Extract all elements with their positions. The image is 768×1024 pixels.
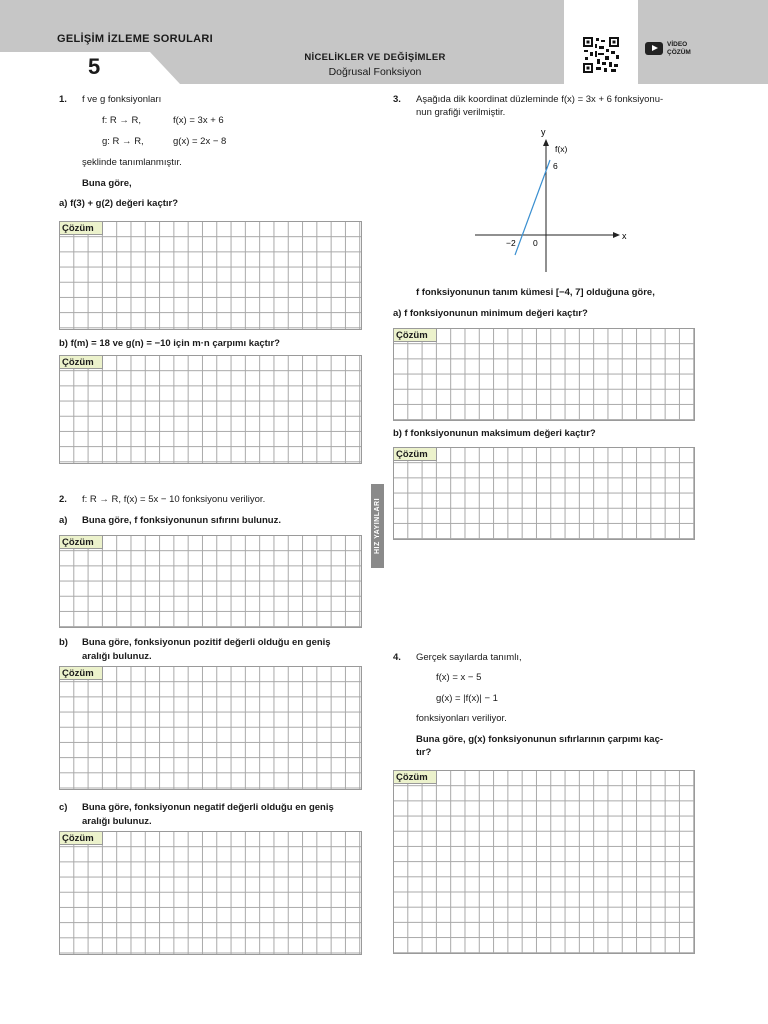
q2c-question-line2: aralığı bulunuz. (82, 816, 152, 827)
q4-given-text: fonksiyonları veriliyor. (416, 713, 507, 724)
solution-label: Çözüm (59, 535, 103, 549)
q4-question-line2: tır? (416, 747, 432, 758)
curve-label: f(x) (555, 144, 568, 154)
q3-text-line1: Aşağıda dik koordinat düzleminde f(x) = 3x + 6 fonksiyonu- (416, 94, 664, 105)
q2-number: 2. (59, 494, 67, 505)
q2b-label: b) (59, 637, 68, 648)
x-axis-arrow-icon (613, 232, 620, 238)
solution-label: Çözüm (59, 666, 103, 680)
q1-number: 1. (59, 94, 67, 105)
q2c-solution-grid[interactable] (59, 831, 362, 955)
solution-label: Çözüm (393, 328, 437, 342)
y-axis-label: y (541, 127, 546, 137)
solution-label: Çözüm (59, 355, 103, 369)
solution-label: Çözüm (59, 831, 103, 845)
q2b-solution-grid[interactable] (59, 666, 362, 790)
series-title: GELİŞİM İZLEME SORULARI (57, 33, 214, 45)
q3b-question: b) f fonksiyonunun maksimum değeri kaçtır? (393, 428, 596, 439)
q2c-label: c) (59, 802, 68, 813)
q2a-solution-grid[interactable] (59, 535, 362, 628)
q1-f-rule: f(x) = 3x + 6 (173, 115, 224, 126)
q1-f-domain: f: R → R, (102, 115, 142, 126)
q3a-solution-grid[interactable] (393, 328, 695, 421)
q1-defined-text: şeklinde tanımlanmıştır. (82, 157, 182, 168)
q4-solution-grid[interactable] (393, 770, 695, 954)
q3b-solution-grid[interactable] (393, 447, 695, 540)
q2c-question-line1: Buna göre, fonksiyonun negatif değerli olduğu en geniş (82, 802, 334, 813)
x-axis-label: x (622, 231, 627, 241)
qr-code-icon[interactable] (583, 37, 619, 73)
worksheet-number: 5 (88, 54, 101, 79)
q2a-label: a) (59, 515, 68, 526)
video-solution-label[interactable]: VİDEO ÇÖZÜM (667, 41, 691, 56)
q1-accordingly: Buna göre, (82, 178, 132, 189)
x-intercept-label: −2 (506, 238, 516, 248)
q1b-solution-grid[interactable] (59, 355, 362, 464)
q2a-question: Buna göre, f fonksiyonunun sıfırını bulunuz. (82, 515, 281, 526)
q2b-question-line2: aralığı bulunuz. (82, 651, 152, 662)
q4-number: 4. (393, 652, 401, 663)
q1a-question: a) f(3) + g(2) değeri kaçtır? (59, 198, 179, 209)
solution-label: Çözüm (393, 447, 437, 461)
q3-domain-text: f fonksiyonunun tanım kümesi [−4, 7] olduğuna göre, (416, 287, 655, 298)
q1-g-rule: g(x) = 2x − 8 (173, 136, 227, 147)
q3-number: 3. (393, 94, 401, 105)
q1a-solution-grid[interactable] (59, 221, 362, 330)
q3a-question: a) f fonksiyonunun minimum değeri kaçtır? (393, 308, 588, 319)
topic-title: NİCELİKLER VE DEĞİŞİMLER (304, 52, 446, 63)
publisher-side-tab: HIZ YAYINLARI (371, 484, 384, 568)
solution-label: Çözüm (59, 221, 103, 235)
q4-f-rule: f(x) = x − 5 (436, 672, 482, 683)
q2-intro: f: R → R, f(x) = 5x − 10 fonksiyonu veriliyor. (82, 494, 266, 505)
q4-intro: Gerçek sayılarda tanımlı, (416, 652, 522, 663)
q1-g-domain: g: R → R, (102, 136, 144, 147)
y-axis-arrow-icon (543, 139, 549, 146)
q2b-question-line1: Buna göre, fonksiyonun pozitif değerli olduğu en geniş (82, 637, 331, 648)
q3-text-line2: nun grafiği verilmiştir. (416, 107, 506, 118)
q4-g-rule: g(x) = |f(x)| − 1 (436, 693, 498, 704)
q3-function-graph (470, 122, 640, 282)
video-play-icon[interactable] (645, 42, 663, 55)
solution-label: Çözüm (393, 770, 437, 784)
subtopic-title: Doğrusal Fonksiyon (328, 66, 422, 78)
q1b-question: b) f(m) = 18 ve g(n) = −10 için m·n çarpımı kaçtır? (59, 338, 280, 349)
q1-intro: f ve g fonksiyonları (82, 94, 162, 105)
origin-label: 0 (533, 238, 538, 248)
q4-question-line1: Buna göre, g(x) fonksiyonunun sıfırlarının çarpımı kaç- (416, 734, 664, 745)
y-intercept-label: 6 (553, 161, 558, 171)
